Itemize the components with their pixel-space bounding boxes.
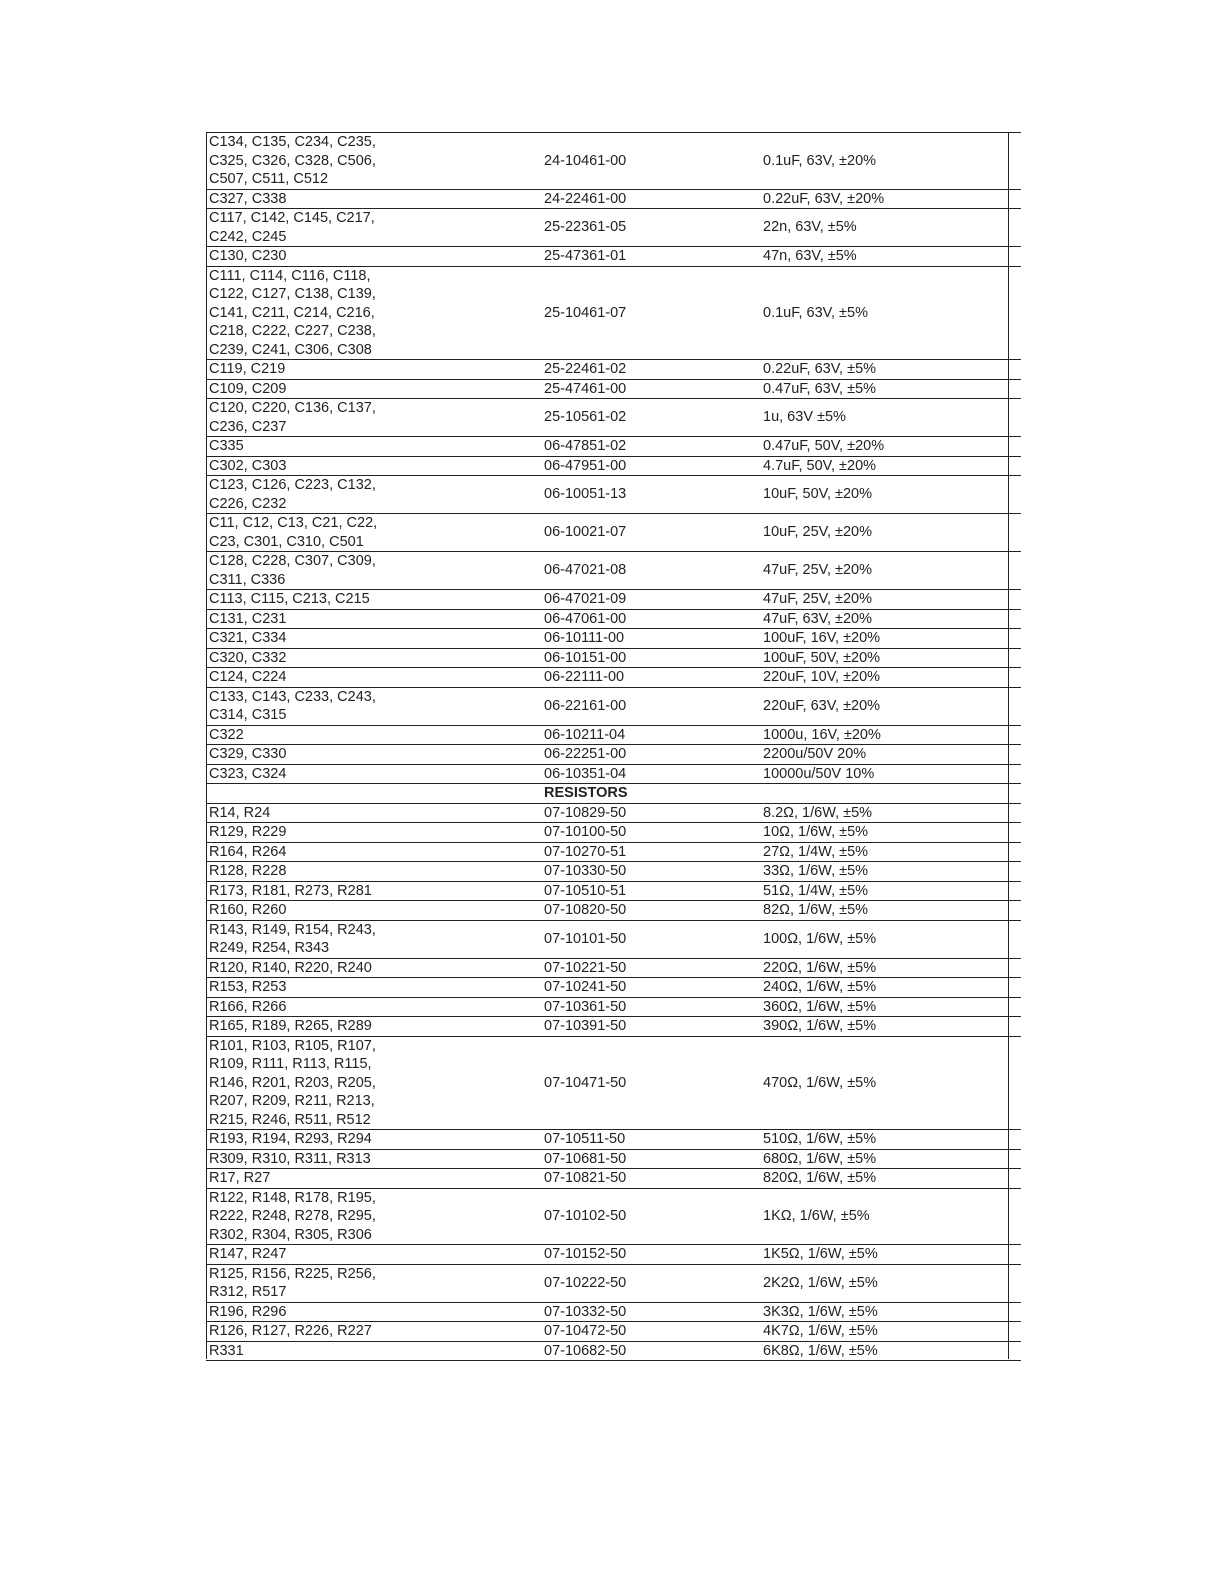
table-row bbox=[206, 648, 1021, 668]
part-number-cell: 06-47021-08 bbox=[544, 562, 627, 579]
table-row bbox=[206, 725, 1021, 745]
reference-designators-cell: C335 bbox=[209, 438, 244, 454]
reference-designators-cell: C120, C220, C136, C137, C236, C237 bbox=[209, 400, 376, 435]
table-row bbox=[206, 862, 1021, 882]
table-row bbox=[206, 552, 1021, 590]
table-row bbox=[206, 1169, 1021, 1189]
description-cell: 100uF, 16V, ±20% bbox=[763, 630, 881, 646]
part-number-cell: 06-10351-04 bbox=[544, 765, 627, 782]
part-number-cell: 25-10461-07 bbox=[544, 304, 627, 321]
description-cell: 33Ω, 1/6W, ±5% bbox=[763, 863, 869, 879]
table-row bbox=[206, 399, 1021, 437]
section-header-row bbox=[206, 784, 1021, 804]
description-cell: 3K3Ω, 1/6W, ±5% bbox=[763, 1303, 878, 1320]
part-number-cell: 07-10361-50 bbox=[544, 998, 627, 1015]
part-number-cell: 07-10101-50 bbox=[544, 930, 627, 947]
description-cell: 22n, 63V, ±5% bbox=[763, 219, 857, 236]
table-row bbox=[206, 1245, 1021, 1265]
part-number-cell: 07-10510-51 bbox=[544, 882, 627, 899]
part-number-cell: 25-10561-02 bbox=[544, 409, 627, 426]
table-row bbox=[206, 189, 1021, 209]
table-row bbox=[206, 247, 1021, 267]
reference-designators-cell: R120, R140, R220, R240 bbox=[209, 959, 372, 976]
table-row bbox=[206, 920, 1021, 958]
table-row bbox=[206, 456, 1021, 476]
table-row bbox=[206, 1017, 1021, 1037]
section-title: RESISTORS bbox=[544, 785, 628, 801]
table-row bbox=[206, 687, 1021, 725]
table-row bbox=[206, 379, 1021, 399]
table-row bbox=[206, 901, 1021, 921]
part-number-cell: 07-10472-50 bbox=[544, 1323, 627, 1339]
part-number-cell: 24-10461-00 bbox=[544, 152, 627, 169]
reference-designators-cell: C111, C114, C116, C118, C122, C127, C138, C139, C141, C211, C214, C216, C218, C222, C227, C238, C239, C241, C306, C308 bbox=[209, 267, 376, 358]
table-row bbox=[206, 1264, 1021, 1302]
part-number-cell: 07-10391-50 bbox=[544, 1018, 627, 1034]
reference-designators-cell: R147, R247 bbox=[209, 1246, 287, 1262]
reference-designators-cell: R14, R24 bbox=[209, 804, 271, 821]
table-row bbox=[206, 1149, 1021, 1169]
part-number-cell: 06-22111-00 bbox=[544, 669, 625, 685]
reference-designators-cell: R164, R264 bbox=[209, 843, 287, 860]
reference-designators-cell: R101, R103, R105, R107, R109, R111, R113, R115, R146, R201, R203, R205, R207, R209, R211, R213, R215, R246, R511, R512 bbox=[209, 1037, 376, 1128]
table-row bbox=[206, 958, 1021, 978]
table-row bbox=[206, 1341, 1021, 1361]
table-row bbox=[206, 609, 1021, 629]
description-cell: 10uF, 25V, ±20% bbox=[763, 524, 873, 541]
description-cell: 0.22uF, 63V, ±5% bbox=[763, 361, 877, 377]
table-row bbox=[206, 590, 1021, 610]
description-cell: 220uF, 63V, ±20% bbox=[763, 697, 881, 714]
reference-designators-cell: R122, R148, R178, R195, R222, R248, R278, R295, R302, R304, R305, R306 bbox=[209, 1189, 376, 1243]
reference-designators-cell: R193, R194, R293, R294 bbox=[209, 1131, 372, 1147]
part-number-cell: 07-10511-50 bbox=[544, 1131, 626, 1147]
part-number-cell: 06-10151-00 bbox=[544, 649, 627, 666]
description-cell: 10000u/50V 10% bbox=[763, 765, 875, 782]
table-row bbox=[206, 1302, 1021, 1322]
table-row bbox=[206, 881, 1021, 901]
table-row bbox=[206, 842, 1021, 862]
part-number-cell: 07-10330-50 bbox=[544, 863, 627, 879]
description-cell: 0.22uF, 63V, ±20% bbox=[763, 190, 885, 207]
reference-designators-cell: R17, R27 bbox=[209, 1170, 271, 1186]
description-cell: 6K8Ω, 1/6W, ±5% bbox=[763, 1342, 878, 1359]
part-number-cell: 06-22251-00 bbox=[544, 746, 627, 762]
reference-designators-cell bbox=[206, 784, 541, 804]
description-cell: 1K5Ω, 1/6W, ±5% bbox=[763, 1246, 878, 1262]
description-cell: 47n, 63V, ±5% bbox=[763, 248, 857, 264]
part-number-cell: 07-10241-50 bbox=[544, 979, 627, 995]
description-cell: 220Ω, 1/6W, ±5% bbox=[763, 959, 877, 976]
description-cell: 0.47uF, 50V, ±20% bbox=[763, 438, 885, 454]
description-cell: 820Ω, 1/6W, ±5% bbox=[763, 1170, 877, 1186]
parts-list-body bbox=[206, 133, 1021, 1361]
table-row bbox=[206, 133, 1021, 190]
reference-designators-cell: R128, R228 bbox=[209, 863, 287, 879]
reference-designators-cell: C131, C231 bbox=[209, 610, 287, 627]
part-number-cell: 25-47361-01 bbox=[544, 248, 627, 264]
reference-designators-cell: C321, C334 bbox=[209, 630, 287, 646]
reference-designators-cell: C327, C338 bbox=[209, 190, 287, 207]
part-number-cell: 06-22161-00 bbox=[544, 697, 627, 714]
table-row bbox=[206, 437, 1021, 457]
table-row bbox=[206, 803, 1021, 823]
reference-designators-cell: C124, C224 bbox=[209, 669, 287, 685]
part-number-cell: 25-47461-00 bbox=[544, 380, 627, 397]
description-cell: 2K2Ω, 1/6W, ±5% bbox=[763, 1274, 878, 1291]
description-cell: 47uF, 25V, ±20% bbox=[763, 591, 873, 607]
reference-designators-cell: C133, C143, C233, C243, C314, C315 bbox=[209, 688, 376, 723]
reference-designators-cell: R166, R266 bbox=[209, 998, 287, 1015]
description-cell: 4.7uF, 50V, ±20% bbox=[763, 457, 877, 474]
part-number-cell: 07-10681-50 bbox=[544, 1150, 627, 1167]
part-number-cell: 07-10821-50 bbox=[544, 1170, 627, 1186]
description-cell: 1000u, 16V, ±20% bbox=[763, 726, 881, 743]
part-number-cell: 06-10211-04 bbox=[544, 726, 626, 743]
reference-designators-cell: R173, R181, R273, R281 bbox=[209, 882, 372, 899]
part-number-cell: 07-10829-50 bbox=[544, 804, 627, 821]
description-cell: 4K7Ω, 1/6W, ±5% bbox=[763, 1323, 878, 1339]
table-row bbox=[206, 1188, 1021, 1245]
part-number-cell: 07-10820-50 bbox=[544, 902, 627, 918]
part-number-cell: 06-47851-02 bbox=[544, 438, 627, 454]
description-cell: 8.2Ω, 1/6W, ±5% bbox=[763, 804, 873, 821]
description-cell: 220uF, 10V, ±20% bbox=[763, 669, 881, 685]
table-row bbox=[206, 514, 1021, 552]
description-cell: 360Ω, 1/6W, ±5% bbox=[763, 998, 877, 1015]
description-cell: 1KΩ, 1/6W, ±5% bbox=[763, 1208, 870, 1224]
description-cell: 240Ω, 1/6W, ±5% bbox=[763, 979, 877, 995]
part-number-cell: 24-22461-00 bbox=[544, 190, 627, 207]
part-number-cell: 07-10270-51 bbox=[544, 843, 627, 860]
table-row bbox=[206, 745, 1021, 765]
reference-designators-cell: R143, R149, R154, R243, R249, R254, R343 bbox=[209, 921, 376, 956]
reference-designators-cell: C134, C135, C234, C235, C325, C326, C328, C506, C507, C511, C512 bbox=[209, 134, 376, 187]
table-row bbox=[206, 1322, 1021, 1342]
part-number-cell: 25-22361-05 bbox=[544, 219, 627, 236]
reference-designators-cell: R309, R310, R311, R313 bbox=[209, 1150, 371, 1167]
description-cell: 0.47uF, 63V, ±5% bbox=[763, 380, 877, 397]
reference-designators-cell: C109, C209 bbox=[209, 380, 287, 397]
table-row bbox=[206, 997, 1021, 1017]
part-number-cell: 07-10471-50 bbox=[544, 1074, 627, 1091]
table-row bbox=[206, 978, 1021, 998]
part-number-cell: 06-47951-00 bbox=[544, 457, 627, 474]
reference-designators-cell: C123, C126, C223, C132, C226, C232 bbox=[209, 477, 376, 512]
reference-designators-cell: C117, C142, C145, C217, C242, C245 bbox=[209, 210, 375, 245]
reference-designators-cell: R129, R229 bbox=[209, 824, 287, 840]
description-cell: 470Ω, 1/6W, ±5% bbox=[763, 1074, 877, 1091]
description-cell: 100uF, 50V, ±20% bbox=[763, 649, 881, 666]
description-cell: 51Ω, 1/4W, ±5% bbox=[763, 882, 869, 899]
reference-designators-cell: C119, C219 bbox=[209, 361, 286, 377]
reference-designators-cell: C128, C228, C307, C309, C311, C336 bbox=[209, 553, 376, 588]
description-cell: 0.1uF, 63V, ±5% bbox=[763, 304, 868, 321]
table-row bbox=[206, 668, 1021, 688]
description-cell: 10uF, 50V, ±20% bbox=[763, 486, 873, 503]
description-cell: 510Ω, 1/6W, ±5% bbox=[763, 1131, 877, 1147]
reference-designators-cell: C130, C230 bbox=[209, 248, 287, 264]
reference-designators-cell: R160, R260 bbox=[209, 902, 287, 918]
part-number-cell: 07-10152-50 bbox=[544, 1246, 627, 1262]
part-number-cell: 06-47061-00 bbox=[544, 610, 627, 627]
part-number-cell: 07-10222-50 bbox=[544, 1274, 627, 1291]
description-cell: 10Ω, 1/6W, ±5% bbox=[763, 824, 869, 840]
reference-designators-cell: R153, R253 bbox=[209, 979, 287, 995]
part-number-cell: 07-10100-50 bbox=[544, 824, 627, 840]
reference-designators-cell: C322 bbox=[209, 726, 244, 743]
part-number-cell: 06-10021-07 bbox=[544, 524, 627, 541]
description-cell: 100Ω, 1/6W, ±5% bbox=[763, 930, 877, 947]
part-number-cell: 06-47021-09 bbox=[544, 591, 627, 607]
description-cell: 47uF, 25V, ±20% bbox=[763, 562, 873, 579]
description-cell: 680Ω, 1/6W, ±5% bbox=[763, 1150, 877, 1167]
part-number-cell: 07-10332-50 bbox=[544, 1303, 627, 1320]
reference-designators-cell: C323, C324 bbox=[209, 765, 287, 782]
description-cell: 47uF, 63V, ±20% bbox=[763, 610, 873, 627]
reference-designators-cell: R125, R156, R225, R256, R312, R517 bbox=[209, 1265, 376, 1300]
table-row bbox=[206, 266, 1021, 360]
part-number-cell: 06-10111-00 bbox=[544, 630, 625, 646]
table-row bbox=[206, 1130, 1021, 1150]
description-cell: 0.1uF, 63V, ±20% bbox=[763, 152, 877, 169]
table-row bbox=[206, 360, 1021, 380]
part-number-cell: 07-10102-50 bbox=[544, 1208, 627, 1224]
reference-designators-cell: R331 bbox=[209, 1342, 244, 1359]
description-cell bbox=[760, 784, 1021, 804]
part-number-cell: 25-22461-02 bbox=[544, 361, 627, 377]
part-number-cell: 06-10051-13 bbox=[544, 486, 627, 503]
reference-designators-cell: C329, C330 bbox=[209, 746, 287, 762]
reference-designators-cell: C11, C12, C13, C21, C22, C23, C301, C310, C501 bbox=[209, 515, 378, 550]
table-row bbox=[206, 764, 1021, 784]
reference-designators-cell: R165, R189, R265, R289 bbox=[209, 1018, 372, 1034]
reference-designators-cell: C302, C303 bbox=[209, 457, 287, 474]
table-row bbox=[206, 209, 1021, 247]
description-cell: 390Ω, 1/6W, ±5% bbox=[763, 1018, 877, 1034]
description-cell: 27Ω, 1/4W, ±5% bbox=[763, 843, 869, 860]
table-row bbox=[206, 476, 1021, 514]
parts-list-table bbox=[206, 132, 1021, 1361]
table-row bbox=[206, 629, 1021, 649]
description-cell: 1u, 63V ±5% bbox=[763, 409, 846, 426]
description-cell: 82Ω, 1/6W, ±5% bbox=[763, 902, 869, 918]
reference-designators-cell: C113, C115, C213, C215 bbox=[209, 591, 370, 607]
table-row bbox=[206, 1036, 1021, 1130]
reference-designators-cell: R196, R296 bbox=[209, 1303, 287, 1320]
part-number-cell: 07-10221-50 bbox=[544, 959, 627, 976]
part-number-cell: 07-10682-50 bbox=[544, 1342, 627, 1359]
reference-designators-cell: R126, R127, R226, R227 bbox=[209, 1323, 372, 1339]
reference-designators-cell: C320, C332 bbox=[209, 649, 287, 666]
table-row bbox=[206, 823, 1021, 843]
description-cell: 2200u/50V 20% bbox=[763, 746, 867, 762]
